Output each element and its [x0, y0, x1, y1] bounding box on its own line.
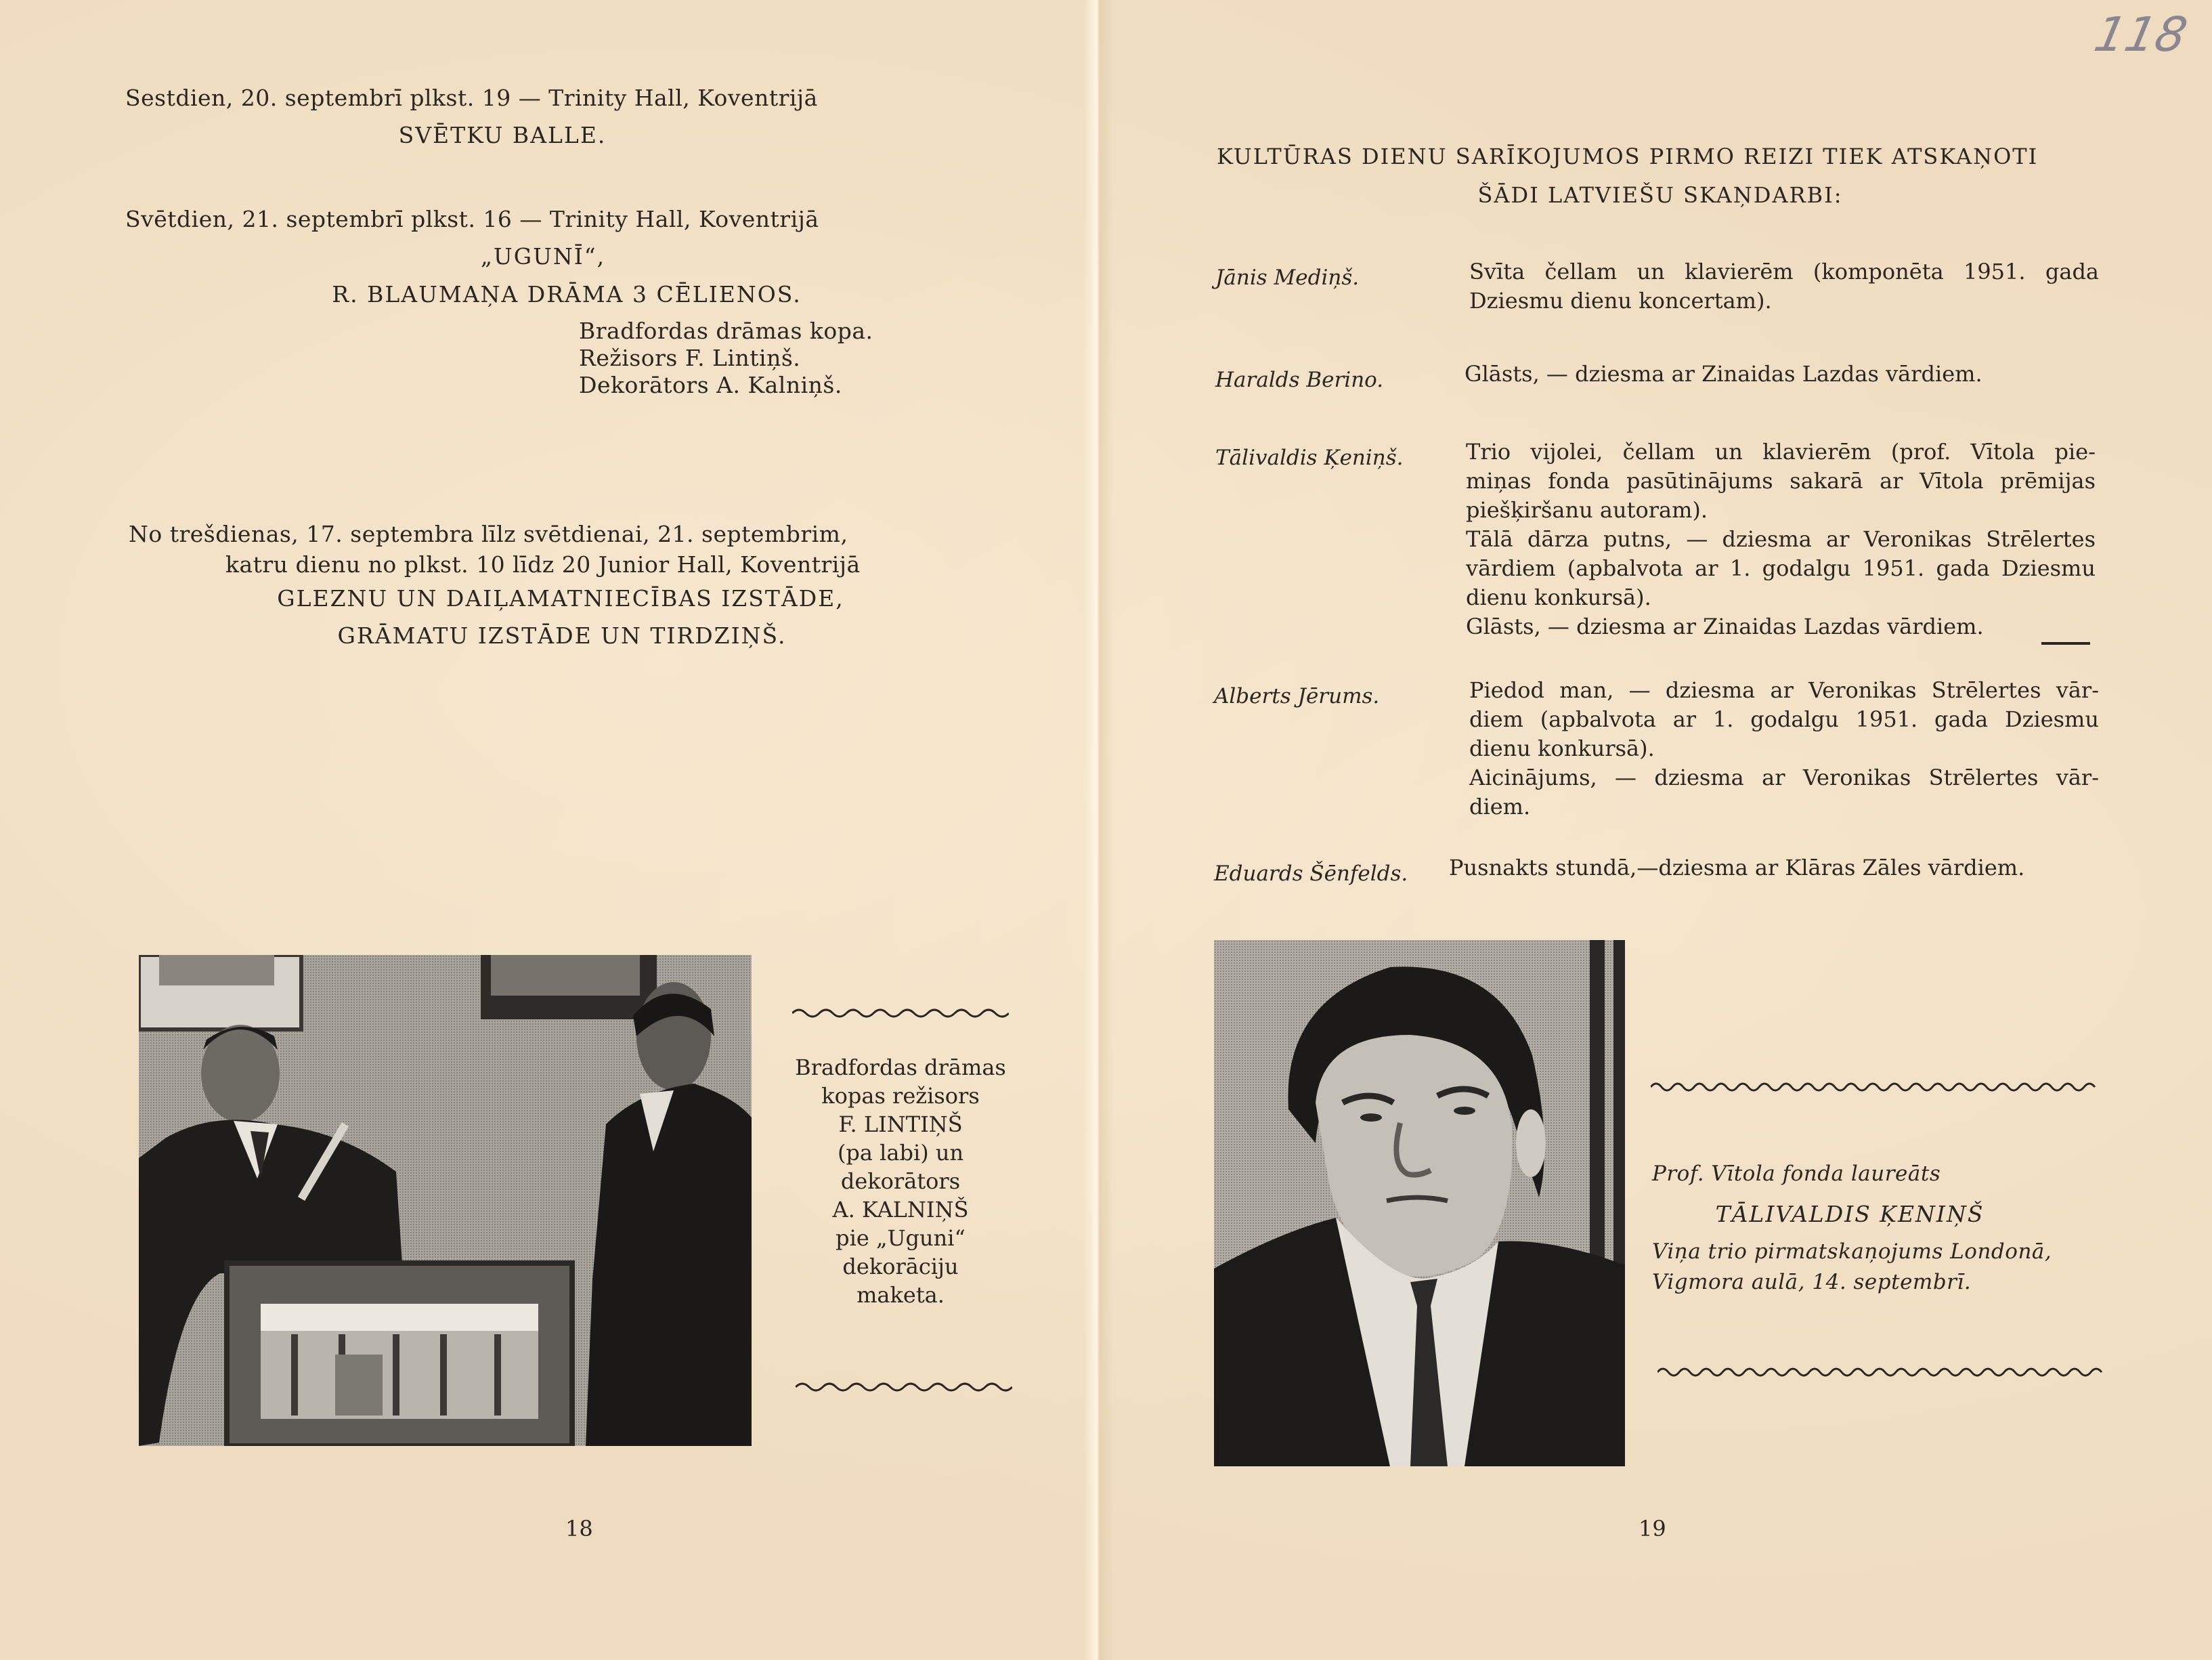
caption-line: (pa labi) un — [837, 1140, 964, 1166]
caption-line: A. KALNIŅŠ — [832, 1197, 969, 1222]
wavy-divider — [792, 1008, 1009, 1019]
right-caption-name: TĀLIVALDIS ĶENIŅŠ — [1715, 1201, 1985, 1227]
composition-line: Pusnakts stundā,—dziesma ar Klāras Zāles vārdiem. — [1449, 855, 2025, 880]
right-caption-line1: Prof. Vītola fonda laureāts — [1652, 1162, 1941, 1186]
caption-line: maketa. — [856, 1282, 945, 1308]
composition-list — [1466, 438, 2096, 641]
composition-list — [1449, 853, 2079, 882]
left-photo-caption — [792, 1053, 1009, 1309]
event1-line: Sestdien, 20. septembrī plkst. 19 — Trinity Hall, Koventrijā — [125, 85, 818, 111]
event2-line: Svētdien, 21. septembrī plkst. 16 — Trinity Hall, Koventrijā — [125, 206, 819, 232]
composer-name: Eduards Šēnfelds. — [1214, 861, 1408, 886]
event1-title: SVĒTKU BALLE. — [398, 122, 607, 148]
wavy-divider — [796, 1382, 1012, 1392]
event3-line1: No trešdienas, 17. septembra līlz svētdienai, 21. septembrim, — [129, 521, 848, 547]
composition-line: Glāsts, — dziesma ar Zinaidas Lazdas vārdiem. — [1465, 361, 1982, 387]
composition-line: Svīta čellam un klavierēm (komponēta 1951. gada — [1469, 259, 2099, 284]
end-rule — [2041, 642, 2090, 645]
composition-line: Tālā dārza putns, — dziesma ar Veronikas Strēlertes — [1466, 526, 2096, 552]
right-heading-line2: ŠĀDI LATVIEŠU SKAŅDARBI: — [1477, 182, 1843, 208]
caption-line: F. LINTIŅŠ — [838, 1111, 963, 1137]
caption-line: kopas režisors — [821, 1083, 980, 1109]
event2-credit: Bradfordas drāmas kopa. — [579, 318, 873, 344]
composition-line: diem (apbalvota ar 1. godalgu 1951. gada Dziesmu — [1469, 706, 2099, 732]
composition-line: dienu konkursā). — [1469, 736, 1655, 761]
composition-line: miņas fonda pasūtinājums sakarā ar Vītola prēmijas — [1466, 468, 2096, 494]
composition-line: Aicinājums, — dziesma ar Veronikas Strēlertes vār- — [1469, 765, 2099, 790]
caption-line: pie „Uguni“ — [836, 1225, 966, 1251]
right-heading-line1: KULTŪRAS DIENU SARĪKOJUMOS PIRMO REIZI TIEK ATSKAŅOTI — [1217, 144, 2039, 169]
composition-line: vārdiem (apbalvota ar 1. godalgu 1951. gada Dziesmu — [1466, 555, 2096, 581]
composition-list — [1469, 257, 2099, 316]
composer-name: Tālivaldis Ķeniņš. — [1215, 446, 1404, 470]
event2-credit: Dekorātors A. Kalniņš. — [579, 372, 842, 398]
event2-subtitle: R. BLAUMAŅA DRĀMA 3 CĒLIENOS. — [332, 281, 802, 307]
event3-title2: GRĀMATU IZSTĀDE UN TIRDZIŅŠ. — [337, 622, 787, 649]
book-gutter — [1083, 0, 1113, 1660]
composer-name: Haralds Berino. — [1215, 368, 1384, 392]
event2-credit: Režisors F. Lintiņš. — [579, 345, 801, 371]
event2-title: „UGUNĪ“, — [480, 243, 606, 270]
composition-list — [1465, 360, 2094, 389]
composer-name: Alberts Jērums. — [1214, 684, 1380, 708]
handwritten-page-mark: 118 — [2089, 7, 2192, 62]
wavy-divider — [1651, 1082, 2098, 1092]
right-caption-line3: Viņa trio pirmatskaņojums Londonā, — [1652, 1239, 2052, 1264]
composer-name: Jānis Mediņš. — [1215, 265, 1360, 290]
right-caption-line4: Vigmora aulā, 14. septembrī. — [1652, 1270, 1972, 1294]
composition-line: Dziesmu dienu koncertam). — [1469, 288, 1772, 314]
caption-line: Bradfordas drāmas — [795, 1055, 1006, 1080]
photo-director-and-set-designer — [139, 955, 752, 1446]
photo-talivaldis-kenins — [1214, 940, 1625, 1466]
event3-title1: GLEZNU UN DAIĻAMATNIECĪBAS IZSTĀDE, — [277, 585, 844, 612]
composition-line: diem. — [1469, 794, 1531, 820]
composition-line: Glāsts, — dziesma ar Zinaidas Lazdas vārdiem. — [1466, 614, 1984, 639]
page-number-right: 19 — [1639, 1516, 1666, 1541]
page-number-left: 18 — [565, 1516, 593, 1541]
composition-line: piešķiršanu autoram). — [1466, 497, 1708, 523]
composition-line: Piedod man, — dziesma ar Veronikas Strēlertes vār- — [1469, 677, 2099, 703]
composition-line: Trio vijolei, čellam un klavierēm (prof. Vītola pie- — [1466, 439, 2096, 465]
composition-line: dienu konkursā). — [1466, 584, 1651, 610]
caption-line: dekorātors — [840, 1168, 961, 1194]
wavy-divider — [1657, 1367, 2104, 1378]
event3-line2: katru dienu no plkst. 10 līdz 20 Junior Hall, Koventrijā — [225, 551, 861, 578]
caption-line: dekorāciju — [842, 1254, 959, 1279]
composition-list — [1469, 676, 2099, 822]
